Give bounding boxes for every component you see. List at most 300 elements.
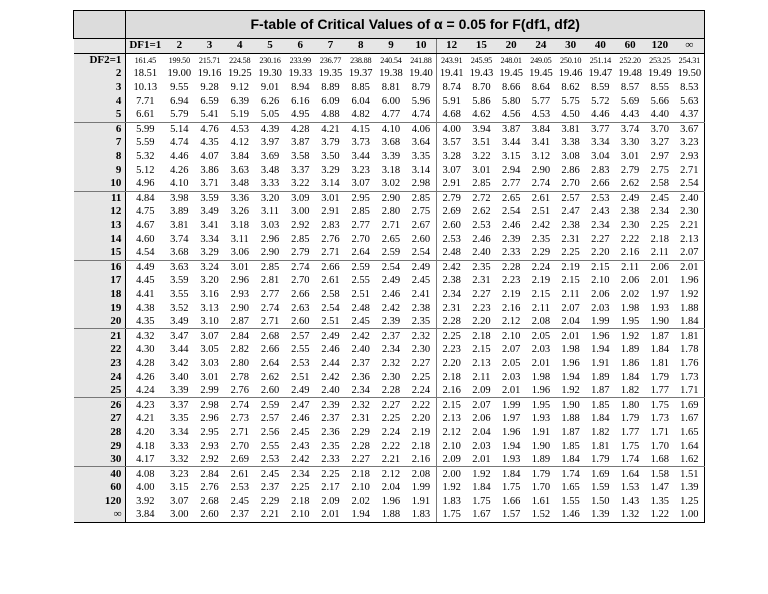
table-cell: 2.49: [381, 275, 401, 287]
table-cell: 3.84: [126, 508, 164, 522]
table-cell: 2.27: [472, 288, 491, 300]
table-cell: 19.45: [529, 68, 553, 80]
table-cell: 2.09: [467, 384, 497, 398]
table-cell: 2.49: [620, 192, 640, 204]
table-cell: 3.34: [200, 233, 219, 245]
table-cell: 1.85: [591, 399, 610, 411]
table-cell: 2.95: [200, 426, 219, 438]
table-cell: 2.25: [442, 330, 461, 342]
table-cell: 3.09: [291, 192, 310, 204]
df1-header-8: 8: [346, 39, 376, 54]
table-cell: 4.41: [126, 288, 164, 302]
table-cell: 1.66: [501, 495, 521, 507]
table-cell: 243.91: [441, 55, 463, 65]
table-cell: 3.24: [200, 261, 219, 273]
table-cell: 2.90: [255, 246, 285, 260]
table-cell: 1.25: [675, 495, 705, 509]
table-cell: 4.53: [526, 108, 556, 122]
table-cell: 2.35: [531, 233, 551, 245]
table-cell: 2.59: [260, 399, 280, 411]
table-cell: 2.28: [501, 261, 521, 273]
table-cell: 5.14: [170, 123, 189, 135]
table-cell: 5.59: [126, 136, 164, 150]
table-row: [74, 81, 705, 95]
table-cell: 1.86: [620, 357, 640, 369]
table-cell: 2.61: [321, 275, 340, 287]
table-row: [74, 343, 705, 357]
table-cell: 19.37: [348, 68, 373, 80]
table-cell: 2.77: [351, 220, 370, 232]
table-cell: 2.85: [406, 191, 436, 205]
table-cell: 2.41: [406, 288, 436, 302]
table-cell: 2.29: [260, 495, 280, 507]
table-cell: 2.53: [472, 220, 491, 232]
table-cell: 2.05: [531, 330, 551, 342]
table-cell: 2.48: [351, 302, 370, 314]
table-cell: 2.38: [620, 206, 640, 218]
table-cell: 2.06: [472, 413, 491, 425]
table-cell: 2.54: [406, 246, 436, 260]
table-cell: 1.50: [591, 495, 610, 507]
table-cell: 3.40: [170, 371, 189, 383]
table-cell: 161.45: [126, 53, 164, 67]
table-row: [74, 370, 705, 384]
table-cell: 2.60: [285, 315, 315, 329]
table-row: [74, 398, 705, 412]
table-cell: 2.18: [351, 468, 370, 480]
table-cell: 5.91: [442, 95, 461, 107]
table-cell: 2.78: [230, 371, 249, 383]
table-cell: 2.47: [561, 206, 580, 218]
table-cell: 3.59: [170, 275, 189, 287]
table-cell: 2.65: [381, 233, 401, 245]
table-cell: 2.04: [381, 482, 401, 494]
table-cell: 1.87: [650, 330, 669, 342]
table-cell: 2.24: [381, 426, 401, 438]
table-cell: 2.25: [291, 482, 310, 494]
table-cell: 5.80: [501, 95, 521, 107]
table-cell: 4.28: [291, 123, 310, 135]
table-cell: 2.98: [200, 399, 219, 411]
table-cell: 8.89: [321, 82, 340, 94]
table-cell: 19.50: [675, 67, 705, 81]
table-cell: 2.18: [650, 233, 669, 245]
table-cell: 2.98: [406, 177, 436, 191]
table-cell: 2.07: [501, 344, 521, 356]
table-row: [74, 191, 705, 205]
table-cell: 5.66: [650, 95, 669, 107]
table-cell: 5.69: [620, 95, 640, 107]
table-cell: 2.27: [381, 399, 401, 411]
table-cell: 1.89: [620, 344, 640, 356]
table-cell: 2.74: [526, 177, 556, 191]
table-cell: 4.00: [442, 123, 461, 135]
table-cell: 2.28: [376, 384, 406, 398]
table-cell: 2.11: [645, 246, 675, 260]
df2-row-label: 2: [74, 67, 126, 81]
table-cell: 2.15: [531, 288, 551, 300]
table-cell: 3.05: [200, 344, 219, 356]
table-cell: 4.07: [200, 151, 219, 163]
header-spacer: [74, 39, 126, 54]
table-cell: 3.01: [620, 151, 640, 163]
table-cell: 4.60: [126, 232, 164, 246]
table-cell: 4.17: [126, 453, 164, 467]
table-cell: 3.29: [194, 246, 224, 260]
table-cell: 2.08: [406, 467, 436, 481]
df2-row-label: 60: [74, 481, 126, 495]
table-cell: 3.35: [406, 150, 436, 164]
table-cell: 3.73: [351, 137, 370, 149]
table-cell: 8.81: [381, 82, 401, 94]
table-cell: 233.99: [289, 55, 311, 65]
table-cell: 2.21: [376, 453, 406, 467]
table-cell: 2.20: [467, 315, 497, 329]
table-cell: 3.44: [351, 151, 370, 163]
table-cell: 2.40: [675, 191, 705, 205]
table-cell: 2.37: [351, 357, 370, 369]
table-cell: 5.63: [675, 94, 705, 108]
table-cell: 236.77: [319, 55, 342, 65]
table-cell: 2.38: [442, 275, 461, 287]
table-cell: 6.00: [381, 95, 401, 107]
table-cell: 4.35: [126, 315, 164, 329]
table-cell: 2.32: [351, 399, 370, 411]
df2-row-label: 120: [74, 495, 126, 509]
table-cell: 2.54: [321, 302, 340, 314]
table-row: [74, 453, 705, 467]
table-cell: 2.57: [291, 330, 310, 342]
table-cell: 1.81: [675, 329, 705, 343]
table-cell: 1.96: [381, 495, 401, 507]
table-cell: 2.93: [230, 288, 249, 300]
table-row: [74, 439, 705, 453]
table-cell: 2.90: [230, 302, 249, 314]
table-cell: 6.59: [200, 95, 219, 107]
table-cell: 5.96: [406, 94, 436, 108]
table-cell: 3.10: [194, 315, 224, 329]
table-cell: 2.73: [230, 413, 249, 425]
table-cell: 240.54: [380, 55, 402, 65]
table-cell: 2.16: [501, 302, 521, 314]
table-cell: 3.20: [260, 192, 280, 204]
table-row: [74, 412, 705, 426]
table-cell: 3.48: [225, 177, 255, 191]
table-cell: 3.06: [225, 246, 255, 260]
table-cell: 3.86: [200, 164, 219, 176]
table-cell: 2.42: [442, 261, 461, 273]
table-cell: 1.46: [556, 508, 586, 522]
table-cell: 2.51: [291, 371, 310, 383]
table-cell: 1.67: [675, 412, 705, 426]
table-cell: 1.69: [675, 398, 705, 412]
table-cell: 3.23: [170, 468, 189, 480]
table-cell: 2.37: [381, 330, 401, 342]
table-cell: 3.38: [561, 137, 580, 149]
table-cell: 2.61: [230, 468, 249, 480]
table-cell: 2.33: [496, 246, 526, 260]
table-cell: 2.61: [531, 192, 551, 204]
table-cell: 2.03: [531, 344, 551, 356]
table-cell: 2.69: [442, 206, 461, 218]
table-cell: 3.44: [501, 137, 521, 149]
table-cell: 2.19: [531, 275, 551, 287]
table-cell: 1.97: [501, 413, 521, 425]
df2-row-label: 29: [74, 439, 126, 453]
table-cell: 2.45: [346, 315, 376, 329]
table-cell: 19.43: [469, 68, 494, 80]
table-cell: 2.91: [436, 177, 466, 191]
table-cell: 1.99: [406, 481, 436, 495]
table-cell: 2.37: [260, 482, 280, 494]
df2-row-label: 3: [74, 81, 126, 95]
table-cell: 1.84: [650, 344, 669, 356]
table-cell: 2.55: [351, 275, 370, 287]
table-cell: 2.11: [561, 288, 580, 300]
table-cell: 2.70: [291, 275, 310, 287]
table-cell: 3.49: [164, 315, 194, 329]
table-cell: 2.53: [255, 453, 285, 467]
table-cell: 1.88: [376, 508, 406, 522]
table-cell: 2.81: [260, 275, 280, 287]
table-row: [74, 232, 705, 246]
table-cell: 2.27: [406, 357, 436, 371]
table-cell: 1.93: [531, 413, 551, 425]
table-cell: 2.66: [260, 344, 280, 356]
table-cell: 2.25: [321, 468, 340, 480]
table-cell: 1.81: [650, 357, 669, 369]
df1-header-12: 15: [467, 39, 497, 54]
table-cell: 254.31: [675, 53, 705, 67]
table-cell: 2.35: [321, 440, 340, 452]
table-cell: 2.34: [381, 344, 401, 356]
df1-header-6: 6: [285, 39, 315, 54]
table-cell: 3.13: [200, 302, 219, 314]
table-cell: 2.44: [321, 357, 340, 369]
table-cell: 3.59: [200, 192, 219, 204]
table-cell: 2.12: [381, 468, 401, 480]
table-cell: 2.18: [442, 371, 461, 383]
df2-row-label: DF2=1: [74, 53, 126, 67]
table-cell: 4.53: [230, 123, 249, 135]
table-row: [74, 357, 705, 371]
table-cell: 5.32: [126, 150, 164, 164]
table-cell: 2.18: [291, 495, 310, 507]
table-cell: 2.23: [472, 302, 491, 314]
table-cell: 3.32: [164, 453, 194, 467]
table-cell: 8.66: [501, 82, 521, 94]
table-cell: 2.42: [351, 330, 370, 342]
table-cell: 3.57: [442, 137, 461, 149]
table-cell: 2.60: [406, 232, 436, 246]
table-cell: 2.76: [225, 384, 255, 398]
table-cell: 3.30: [620, 137, 640, 149]
table-cell: 2.17: [321, 482, 340, 494]
table-cell: 2.30: [620, 220, 640, 232]
table-cell: 1.90: [645, 315, 675, 329]
table-cell: 1.92: [556, 384, 586, 398]
table-cell: 3.44: [170, 344, 189, 356]
table-cell: 3.74: [620, 123, 640, 135]
table-cell: 2.20: [406, 412, 436, 426]
table-cell: 1.96: [561, 357, 580, 369]
table-cell: 3.87: [501, 123, 521, 135]
table-cell: 4.74: [170, 137, 189, 149]
table-cell: 2.72: [472, 192, 491, 204]
table-cell: 8.62: [561, 82, 580, 94]
table-cell: 1.39: [585, 508, 615, 522]
table-cell: 4.77: [376, 108, 406, 122]
table-cell: 1.75: [436, 508, 466, 522]
table-cell: 230.16: [259, 55, 281, 65]
table-cell: 1.73: [650, 413, 669, 425]
table-cell: 2.22: [406, 398, 436, 412]
table-cell: 3.07: [442, 164, 461, 176]
table-cell: 1.94: [591, 344, 610, 356]
table-cell: 3.01: [472, 164, 491, 176]
table-cell: 2.66: [291, 288, 310, 300]
table-cell: 1.74: [561, 468, 580, 480]
table-cell: 3.50: [321, 151, 340, 163]
table-cell: 2.01: [531, 357, 551, 369]
table-cell: 2.65: [501, 192, 521, 204]
table-row: [74, 67, 705, 81]
table-cell: 3.07: [200, 330, 219, 342]
table-cell: 2.42: [285, 453, 315, 467]
table-cell: 4.12: [230, 137, 249, 149]
df1-header-18: 120: [645, 39, 675, 54]
table-cell: 2.11: [531, 302, 550, 314]
table-cell: 2.96: [230, 275, 249, 287]
table-cell: 1.99: [501, 399, 521, 411]
table-cell: 6.39: [230, 95, 249, 107]
table-cell: 2.30: [406, 343, 436, 357]
df2-row-label: 9: [74, 163, 126, 177]
table-cell: 1.75: [472, 495, 491, 507]
table-cell: 8.55: [650, 82, 669, 94]
table-cell: 5.19: [225, 108, 255, 122]
table-cell: 1.94: [346, 508, 376, 522]
table-cell: 2.10: [285, 508, 315, 522]
table-cell: 3.07: [346, 177, 376, 191]
table-cell: 2.18: [472, 330, 491, 342]
table-cell: 2.36: [321, 426, 340, 438]
table-cell: 4.08: [126, 467, 164, 481]
table-cell: 3.63: [230, 164, 249, 176]
table-cell: 4.21: [126, 412, 164, 426]
table-cell: 5.77: [531, 95, 551, 107]
table-cell: 2.83: [591, 164, 610, 176]
table-cell: 1.69: [591, 468, 610, 480]
table-cell: 2.02: [351, 495, 370, 507]
table-cell: 4.38: [126, 301, 164, 315]
table-cell: 2.40: [315, 384, 345, 398]
table-cell: 3.97: [260, 137, 280, 149]
table-cell: 5.05: [255, 108, 285, 122]
table-cell: 2.40: [467, 246, 497, 260]
table-cell: 2.51: [315, 315, 345, 329]
table-cell: 2.85: [351, 206, 370, 218]
table-cell: 1.92: [620, 330, 640, 342]
table-cell: 6.61: [126, 108, 164, 122]
table-cell: 1.91: [406, 495, 436, 509]
table-cell: 2.77: [496, 177, 526, 191]
table-cell: 2.51: [351, 288, 370, 300]
table-cell: 2.01: [496, 384, 526, 398]
table-cell: 2.90: [381, 192, 401, 204]
table-cell: 1.83: [442, 495, 461, 507]
table-cell: 2.59: [351, 261, 370, 273]
table-cell: 3.34: [170, 426, 189, 438]
table-cell: 4.37: [675, 108, 705, 122]
table-cell: 2.01: [561, 330, 580, 342]
table-cell: 1.35: [650, 495, 669, 507]
df2-row-label: 14: [74, 232, 126, 246]
table-cell: 1.73: [675, 370, 705, 384]
table-cell: 1.84: [675, 315, 705, 329]
table-cell: 19.30: [258, 68, 282, 80]
table-cell: 2.57: [260, 413, 280, 425]
table-cell: 9.12: [230, 82, 249, 94]
table-cell: 1.75: [650, 399, 669, 411]
table-cell: 1.95: [531, 399, 551, 411]
table-row: [74, 177, 705, 191]
table-cell: 2.07: [472, 399, 491, 411]
table-cell: 2.25: [381, 413, 401, 425]
table-cell: 1.84: [501, 468, 521, 480]
df1-header-2: 2: [164, 39, 194, 54]
table-cell: 2.03: [591, 302, 610, 314]
table-cell: 4.95: [285, 108, 315, 122]
table-cell: 2.93: [675, 150, 705, 164]
table-cell: 1.96: [501, 426, 521, 438]
table-cell: 4.00: [126, 481, 164, 495]
table-cell: 2.31: [442, 302, 461, 314]
table-cell: 2.94: [501, 164, 521, 176]
table-cell: 3.42: [170, 357, 189, 369]
table-cell: 2.79: [285, 246, 315, 260]
table-cell: 2.97: [650, 151, 669, 163]
table-cell: 19.35: [318, 68, 343, 80]
table-cell: 2.31: [351, 413, 370, 425]
table-cell: 4.10: [164, 177, 194, 191]
table-cell: 2.62: [472, 206, 491, 218]
table-cell: 3.70: [650, 123, 669, 135]
table-cell: 215.71: [198, 55, 221, 65]
table-cell: 8.57: [620, 82, 640, 94]
table-cell: 3.22: [472, 151, 491, 163]
df2-row-label: 20: [74, 315, 126, 329]
df2-row-label: 22: [74, 343, 126, 357]
df2-row-label: 17: [74, 274, 126, 288]
table-cell: 2.20: [442, 357, 461, 369]
table-cell: 1.51: [675, 467, 705, 481]
table-cell: 2.12: [496, 315, 526, 329]
table-cell: 3.23: [351, 164, 370, 176]
table-cell: 3.14: [315, 177, 345, 191]
table-cell: 3.34: [591, 137, 610, 149]
table-cell: 2.08: [526, 315, 556, 329]
table-cell: 4.96: [126, 177, 164, 191]
df2-row-label: 11: [74, 191, 126, 205]
table-cell: 1.97: [650, 288, 669, 300]
table-cell: 2.10: [351, 482, 370, 494]
table-cell: 3.03: [200, 357, 219, 369]
df2-row-label: 21: [74, 329, 126, 343]
table-cell: 2.77: [260, 288, 280, 300]
table-cell: 6.04: [351, 95, 370, 107]
table-cell: 1.80: [620, 399, 640, 411]
